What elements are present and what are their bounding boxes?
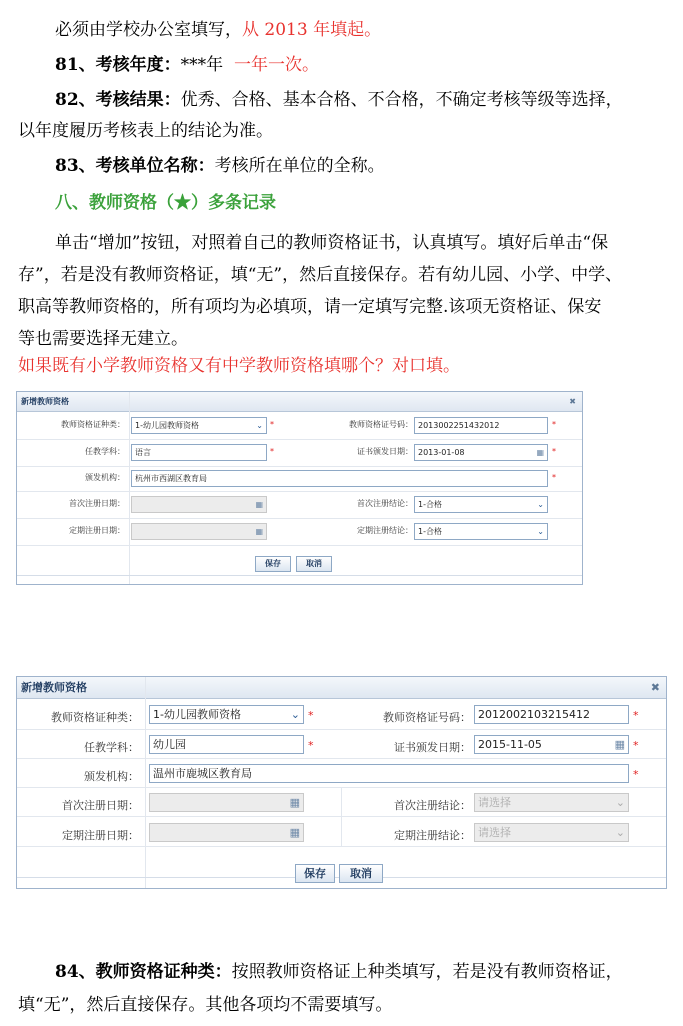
issuing-org-input[interactable]: 杭州市西湖区教育局 — [131, 470, 548, 487]
date-value: 2015-11-05 — [478, 738, 542, 751]
type-label: 教师资格证种类： — [51, 711, 139, 724]
periodic-reg-result-select[interactable] — [414, 523, 548, 540]
required-mark: * — [270, 420, 274, 429]
subject-label: 任教学科： — [85, 447, 125, 456]
periodic-reg-date-label: 定期注册日期： — [69, 526, 125, 535]
item-text: 优秀、合格、基本合格、不合格，不确定考核等级等选择， — [180, 90, 623, 110]
calendar-icon[interactable]: ▦ — [536, 448, 544, 457]
section-heading: 八、教师资格（★）多条记录 — [55, 193, 276, 213]
periodic-reg-date-label: 定期注册日期： — [62, 829, 139, 842]
select-value: 1-合格 — [418, 500, 442, 509]
issuing-org-input[interactable]: 温州市鹿城区教育局 — [149, 764, 629, 783]
required-mark: * — [633, 768, 639, 781]
chevron-down-icon: ⌄ — [256, 421, 263, 430]
form-header — [17, 392, 582, 412]
issue-date-label: 证书颁发日期： — [357, 447, 413, 456]
first-reg-result-label: 首次注册结论： — [394, 799, 471, 812]
type-label: 教师资格证种类： — [61, 420, 125, 429]
calendar-icon[interactable]: ▦ — [255, 527, 263, 536]
item-83 — [55, 153, 385, 179]
required-mark: * — [308, 739, 314, 752]
required-mark: * — [633, 709, 639, 722]
close-icon[interactable]: ✖ — [650, 681, 660, 694]
chevron-down-icon: ⌄ — [537, 527, 544, 536]
item-label: 83、考核单位名称： — [55, 156, 215, 176]
issue-date-input[interactable] — [474, 735, 629, 754]
text-line — [55, 17, 381, 43]
text-span: 必须由学校办公室填写， — [55, 20, 242, 40]
subject-input[interactable]: 幼儿园 — [149, 735, 304, 754]
red-note: 如果既有小学教师资格又有中学教师资格填哪个？对口填。 — [18, 356, 460, 376]
item-84 — [55, 959, 623, 985]
first-reg-date-input[interactable] — [131, 496, 267, 513]
required-mark: * — [552, 473, 556, 482]
teacher-cert-form-1 — [16, 391, 583, 585]
red-note-span: 从 2013 年填起。 — [242, 20, 382, 40]
periodic-reg-date-input[interactable] — [149, 823, 304, 842]
form-header — [17, 677, 666, 699]
cancel-button[interactable]: 取消 — [296, 556, 332, 572]
column-divider — [145, 677, 146, 888]
required-mark: * — [552, 447, 556, 456]
item-label: 84、教师资格证种类： — [55, 962, 232, 982]
calendar-icon[interactable]: ▦ — [255, 500, 263, 509]
select-value: 请选择 — [478, 796, 511, 809]
periodic-reg-result-label: 定期注册结论： — [357, 526, 413, 535]
calendar-icon[interactable]: ▦ — [614, 738, 625, 751]
chevron-down-icon: ⌄ — [290, 708, 300, 721]
cert-no-input[interactable]: 2013002251432012 — [414, 417, 548, 434]
form-title: 新增教师资格 — [21, 397, 69, 406]
subject-label: 任教学科： — [84, 741, 139, 754]
first-reg-date-input[interactable] — [149, 793, 304, 812]
first-reg-result-select[interactable] — [414, 496, 548, 513]
item-84-cont: 填“无”，然后直接保存。其他各项均不需要填写。 — [18, 995, 393, 1015]
item-value: ***年 — [180, 55, 224, 75]
cert-no-label: 教师资格证号码： — [349, 420, 413, 429]
periodic-reg-result-label: 定期注册结论： — [394, 829, 471, 842]
red-note-span: 一年一次。 — [233, 55, 319, 75]
chevron-down-icon: ⌄ — [537, 500, 544, 509]
cert-type-select[interactable] — [149, 705, 304, 724]
required-mark: * — [308, 709, 314, 722]
column-divider — [129, 392, 130, 584]
item-label: 81、考核年度： — [55, 55, 181, 75]
first-reg-date-label: 首次注册日期： — [62, 799, 139, 812]
calendar-icon[interactable]: ▦ — [289, 796, 300, 809]
item-text: 按照教师资格证上种类填写，若是没有教师资格证， — [231, 962, 623, 982]
teacher-cert-form-2 — [16, 676, 667, 889]
item-82-cont: 以年度履历考核表上的结论为准。 — [18, 121, 273, 141]
cancel-button[interactable]: 取消 — [339, 864, 383, 883]
save-button[interactable]: 保存 — [255, 556, 291, 572]
close-icon[interactable]: ✖ — [569, 397, 576, 406]
periodic-reg-result-select[interactable] — [474, 823, 629, 842]
select-value: 1-合格 — [418, 527, 442, 536]
form-title: 新增教师资格 — [21, 681, 87, 694]
item-81 — [55, 52, 319, 78]
first-reg-date-label: 首次注册日期： — [69, 499, 125, 508]
select-value: 1-幼儿园教师资格 — [135, 421, 199, 430]
item-text: 考核所在单位的全称。 — [214, 156, 385, 176]
cert-no-label: 教师资格证号码： — [383, 711, 471, 724]
org-label: 颁发机构： — [84, 770, 139, 783]
save-button[interactable]: 保存 — [295, 864, 335, 883]
issue-date-input[interactable] — [414, 444, 548, 461]
issue-date-label: 证书颁发日期： — [394, 741, 471, 754]
date-value: 2013-01-08 — [418, 448, 465, 457]
column-divider — [341, 787, 342, 846]
cert-no-input[interactable]: 2012002103215412 — [474, 705, 629, 724]
form-footer-line — [17, 575, 582, 576]
calendar-icon[interactable]: ▦ — [289, 826, 300, 839]
chevron-down-icon: ⌄ — [615, 796, 625, 809]
select-value: 1-幼儿园教师资格 — [153, 708, 241, 721]
paragraph-line: 等也需要选择无建立。 — [18, 329, 188, 349]
paragraph-line: 存”，若是没有教师资格证，填“无”，然后直接保存。若有幼儿园、小学、中学、 — [18, 265, 623, 285]
required-mark: * — [633, 739, 639, 752]
org-label: 颁发机构： — [85, 473, 125, 482]
cert-type-select[interactable] — [131, 417, 267, 434]
first-reg-result-select[interactable] — [474, 793, 629, 812]
required-mark: * — [270, 447, 274, 456]
item-82 — [55, 87, 623, 113]
select-value: 请选择 — [478, 826, 511, 839]
first-reg-result-label: 首次注册结论： — [357, 499, 413, 508]
paragraph-line: 单击“增加”按钮，对照着自己的教师资格证书，认真填写。填好后单击“保 — [55, 233, 609, 253]
paragraph-line: 职高等教师资格的，所有项均为必填项，请一定填写完整.该项无资格证、保安 — [18, 297, 602, 317]
item-label: 82、考核结果： — [55, 90, 181, 110]
chevron-down-icon: ⌄ — [615, 826, 625, 839]
subject-input[interactable]: 语言 — [131, 444, 267, 461]
required-mark: * — [552, 420, 556, 429]
periodic-reg-date-input[interactable] — [131, 523, 267, 540]
